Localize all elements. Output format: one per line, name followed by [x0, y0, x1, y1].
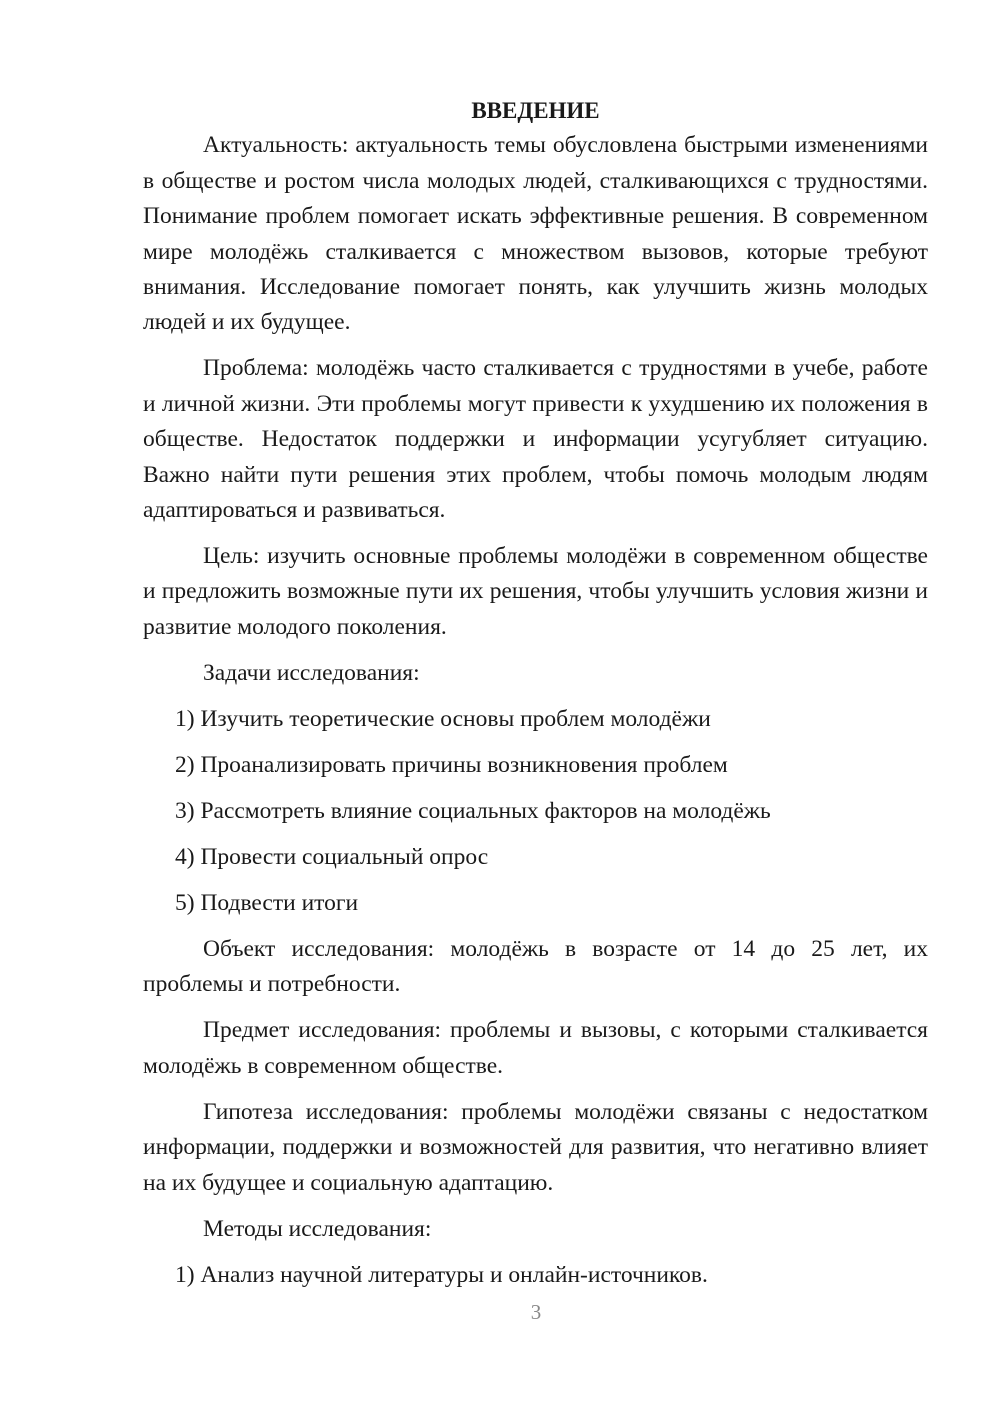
list-item: 5) Подвести итоги: [175, 889, 359, 916]
methods-list: [143, 1258, 928, 1293]
problem-paragraph: Проблема: молодёжь часто сталкивается с трудностями в учебе, работе и личной жизни. Эти проблемы могут привести к ухудшению их положения в обществе. Недостаток поддержки и информации усугубляет ситуацию. Важно найти пути решения этих проблем, чтобы помочь молодым людям адаптироваться и развиваться.: [143, 355, 928, 524]
list-item: 1) Анализ научной литературы и онлайн-источников.: [175, 1261, 708, 1288]
hypothesis-paragraph: Гипотеза исследования: проблемы молодёжи связаны с недостатком информации, поддержки и возможностей для развития, что негативно влияет на их будущее и социальную адаптацию.: [143, 1098, 928, 1196]
object-paragraph: Объект исследования: молодёжь в возрасте от 14 до 25 лет, их проблемы и потребности.: [143, 935, 928, 998]
tasks-heading: Задачи исследования:: [203, 659, 420, 686]
page-number: 3: [530, 1300, 542, 1324]
list-item: 3) Рассмотреть влияние социальных факторов на молодёжь: [175, 797, 771, 824]
section-title: ВВЕДЕНИЕ: [471, 98, 600, 123]
page-body: [143, 93, 928, 1293]
list-item: 4) Провести социальный опрос: [175, 843, 489, 870]
list-item: 1) Изучить теоретические основы проблем молодёжи: [175, 705, 711, 732]
relevance-paragraph: Актуальность: актуальность темы обусловлена быстрыми изменениями в обществе и ростом числа молодых людей, сталкивающихся с трудностями. Понимание проблем помогает искать эффективные решения. В современном мире молодёжь сталкивается с множеством вызовов, которые требуют внимания. Исследование помогает понять, как улучшить жизнь молодых людей и их будущее.: [143, 132, 928, 336]
subject-paragraph: Предмет исследования: проблемы и вызовы, с которыми сталкивается молодёжь в современном обществе.: [143, 1017, 928, 1079]
goal-paragraph: Цель: изучить основные проблемы молодёжи в современном обществе и предложить возможные пути их решения, чтобы улучшить условия жизни и развитие молодого поколения.: [143, 543, 928, 640]
tasks-list: [143, 702, 928, 921]
list-item: 2) Проанализировать причины возникновения проблем: [175, 751, 728, 778]
methods-heading: Методы исследования:: [203, 1215, 432, 1242]
